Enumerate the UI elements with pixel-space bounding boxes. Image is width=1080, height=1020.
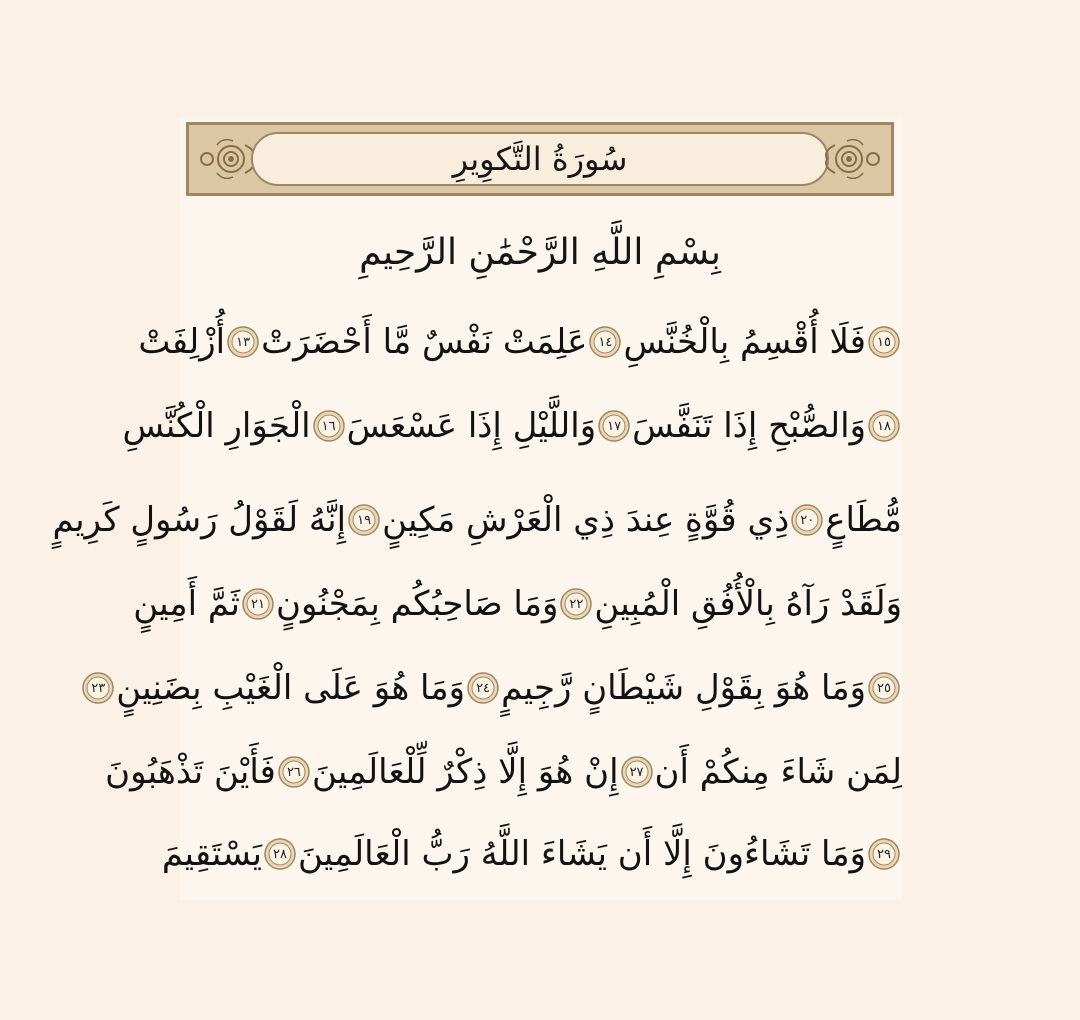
ayah-marker-icon bbox=[225, 324, 261, 360]
ayah-number: ٢٥ bbox=[877, 681, 891, 696]
verse-text: وَالصُّبْحِ إِذَا تَنَفَّسَ bbox=[632, 406, 866, 446]
surah-header-frame bbox=[186, 122, 894, 196]
verse-text: عَلِمَتْ نَفْسٌ مَّا أَحْضَرَتْ bbox=[261, 322, 588, 362]
ayah-marker-icon bbox=[465, 670, 501, 706]
basmala: بِسْمِ اللَّهِ الرَّحْمَٰنِ الرَّحِيمِ bbox=[359, 232, 721, 273]
surah-title: سُورَةُ التَّكوِيرِ bbox=[452, 140, 628, 178]
verse-text: وَمَا صَاحِبُكُم بِمَجْنُونٍ bbox=[275, 584, 559, 624]
ayah-number: ٢٢ bbox=[569, 597, 584, 612]
verse-text: ثَمَّ أَمِينٍ bbox=[133, 584, 240, 624]
verse-text: وَمَا تَشَاءُونَ إِلَّا أَن يَشَاءَ اللَّهُ رَبُّ الْعَالَمِينَ bbox=[297, 834, 866, 874]
ayah-marker-icon bbox=[866, 408, 902, 444]
ayah-number: ٢٦ bbox=[286, 765, 301, 780]
ayah-marker-icon bbox=[311, 408, 347, 444]
ayah-number: ١٥ bbox=[877, 335, 891, 350]
ayah-marker-icon bbox=[346, 502, 382, 538]
verse-line-2 bbox=[122, 394, 902, 458]
ayah-number: ٢١ bbox=[251, 597, 265, 612]
ayah-number: ١٨ bbox=[877, 419, 891, 434]
verse-text: إِنَّهُ لَقَوْلُ رَسُولٍ كَرِيمٍ bbox=[52, 500, 347, 540]
verse-text: الْجَوَارِ الْكُنَّسِ bbox=[122, 406, 311, 446]
ayah-marker-icon bbox=[619, 754, 655, 790]
verse-text: وَمَا هُوَ بِقَوْلِ شَيْطَانٍ رَّجِيمٍ bbox=[501, 668, 866, 708]
right-ornament-icon bbox=[811, 131, 887, 187]
verse-text: فَأَيْنَ تَذْهَبُونَ bbox=[105, 752, 276, 792]
verse-text: مُّطَاعٍ bbox=[825, 500, 902, 540]
ayah-marker-icon bbox=[866, 836, 902, 872]
ayah-number: ١٤ bbox=[598, 335, 613, 350]
ayah-number: ٢٩ bbox=[877, 847, 891, 862]
ayah-number: ٢٤ bbox=[476, 681, 491, 696]
ayah-number: ٢٣ bbox=[91, 681, 106, 696]
ayah-marker-icon bbox=[80, 670, 116, 706]
ayah-number: ١٣ bbox=[236, 335, 251, 350]
ayah-number: ١٩ bbox=[357, 513, 372, 528]
verse-line-3 bbox=[52, 488, 902, 552]
ayah-marker-icon bbox=[262, 836, 298, 872]
verse-text: وَاللَّيْلِ إِذَا عَسْعَسَ bbox=[346, 406, 597, 446]
ayah-number: ٢٨ bbox=[273, 847, 287, 862]
verse-text: إِنْ هُوَ إِلَّا ذِكْرٌ لِّلْعَالَمِينَ bbox=[311, 752, 619, 792]
ayah-marker-icon bbox=[596, 408, 632, 444]
verse-line-5 bbox=[91, 656, 902, 720]
verse-line-7 bbox=[161, 822, 902, 886]
verse-line-6 bbox=[105, 740, 902, 804]
ayah-marker-icon bbox=[587, 324, 623, 360]
ayah-number: ١٦ bbox=[321, 419, 336, 434]
verse-text: لِمَن شَاءَ مِنكُمْ أَن bbox=[654, 752, 902, 792]
surah-title-cartouche bbox=[251, 132, 829, 186]
verse-line-1 bbox=[138, 310, 902, 374]
verse-text: وَلَقَدْ رَآهُ بِالْأُفُقِ الْمُبِينِ bbox=[594, 584, 902, 624]
ayah-marker-icon bbox=[240, 586, 276, 622]
ayah-marker-icon bbox=[866, 670, 902, 706]
ayah-marker-icon bbox=[558, 586, 594, 622]
ayah-number: ١٧ bbox=[607, 419, 622, 434]
verse-text: يَسْتَقِيمَ bbox=[161, 834, 262, 874]
ayah-number: ٢٧ bbox=[629, 765, 644, 780]
verse-text: فَلَا أُقْسِمُ بِالْخُنَّسِ bbox=[623, 322, 866, 362]
ayah-marker-icon bbox=[789, 502, 825, 538]
ayah-number: ٢٠ bbox=[800, 513, 815, 528]
ayah-marker-icon bbox=[276, 754, 312, 790]
verse-line-4 bbox=[133, 572, 902, 636]
verse-text: وَمَا هُوَ عَلَى الْغَيْبِ بِضَنِينٍ bbox=[116, 668, 466, 708]
verse-text: أُزْلِفَتْ bbox=[138, 322, 226, 362]
verse-text: ذِي قُوَّةٍ عِندَ ذِي الْعَرْشِ مَكِينٍ bbox=[382, 500, 790, 540]
ayah-marker-icon bbox=[866, 324, 902, 360]
